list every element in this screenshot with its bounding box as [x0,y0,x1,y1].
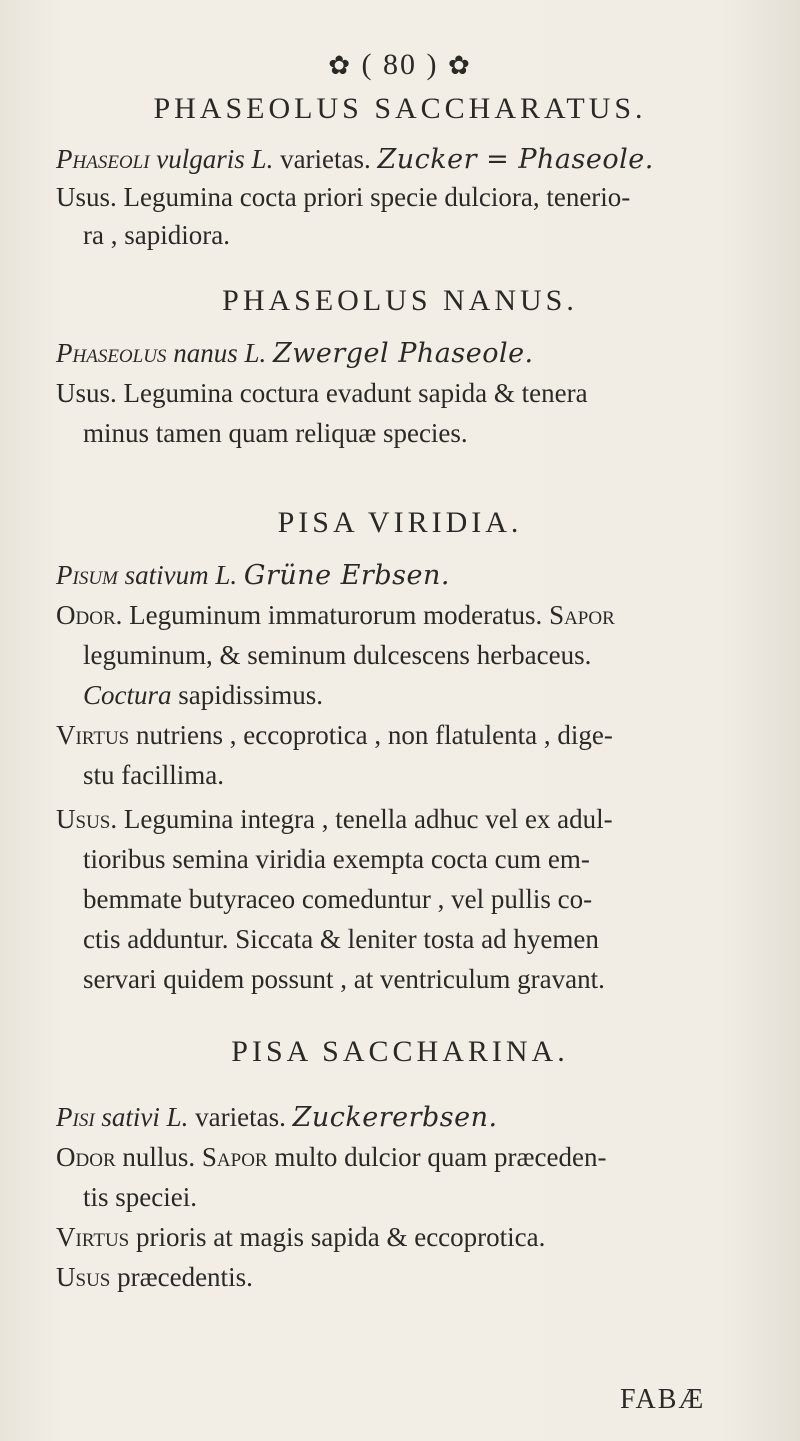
ornament-left-icon: ✿ [328,51,352,80]
section-line: Phaseolus nanus L. Zwergel Phaseole. [56,338,534,369]
section-title-phaseolus-nanus: PHASEOLUS NANUS. [222,284,578,317]
section-line: Usus. Legumina coctura evadunt sapida & tenera [56,378,588,408]
section-line: servari quidem possunt , at ventriculum gravant. [83,964,605,994]
page-header [0,48,800,82]
section-line: Usus. Legumina integra , tenella adhuc vel ex adul- [56,804,613,834]
section-line: Virtus prioris at magis sapida & eccoprotica. [56,1222,546,1252]
page-number: ( 80 ) [361,48,439,81]
section-line: ctis adduntur. Siccata & leniter tosta ad hyemen [83,924,599,954]
section-line: ra , sapidiora. [83,220,230,250]
section-line: Odor nullus. Sapor multo dulcior quam præceden- [56,1142,607,1172]
section-line: minus tamen quam reliquæ species. [83,418,468,448]
section-line: bemmate butyraceo comeduntur , vel pullis co- [83,884,593,914]
section-title-pisa-saccharina: PISA SACCHARINA. [231,1035,569,1068]
section-line: leguminum, & seminum dulcescens herbaceus. [83,640,592,670]
section-line: Odor. Leguminum immaturorum moderatus. Sapor [56,600,615,630]
ornament-right-icon: ✿ [447,51,472,80]
section-line: Virtus nutriens , eccoprotica , non flatulenta , dige- [56,720,613,750]
section-title-phaseolus-saccharatus: PHASEOLUS SACCHARATUS. [153,92,647,125]
section-line: Usus præcedentis. [56,1262,253,1292]
section-line: Pisum sativum L. Grüne Erbsen. [56,560,450,591]
section-line: stu facillima. [83,760,224,790]
section-line: Pisi sativi L. varietas. Zuckererbsen. [56,1102,498,1133]
section-line: Usus. Legumina cocta priori specie dulciora, tenerio- [56,182,631,212]
section-title-pisa-viridia: PISA VIRIDIA. [277,506,523,539]
section-line: Phaseoli vulgaris L. varietas. Zucker = Phaseole. [56,144,654,175]
section-line: tioribus semina viridia exempta cocta cum em- [83,844,590,874]
section-line: Coctura sapidissimus. [83,680,324,710]
catchword: FABÆ [620,1384,706,1415]
section-line: tis speciei. [83,1182,197,1212]
